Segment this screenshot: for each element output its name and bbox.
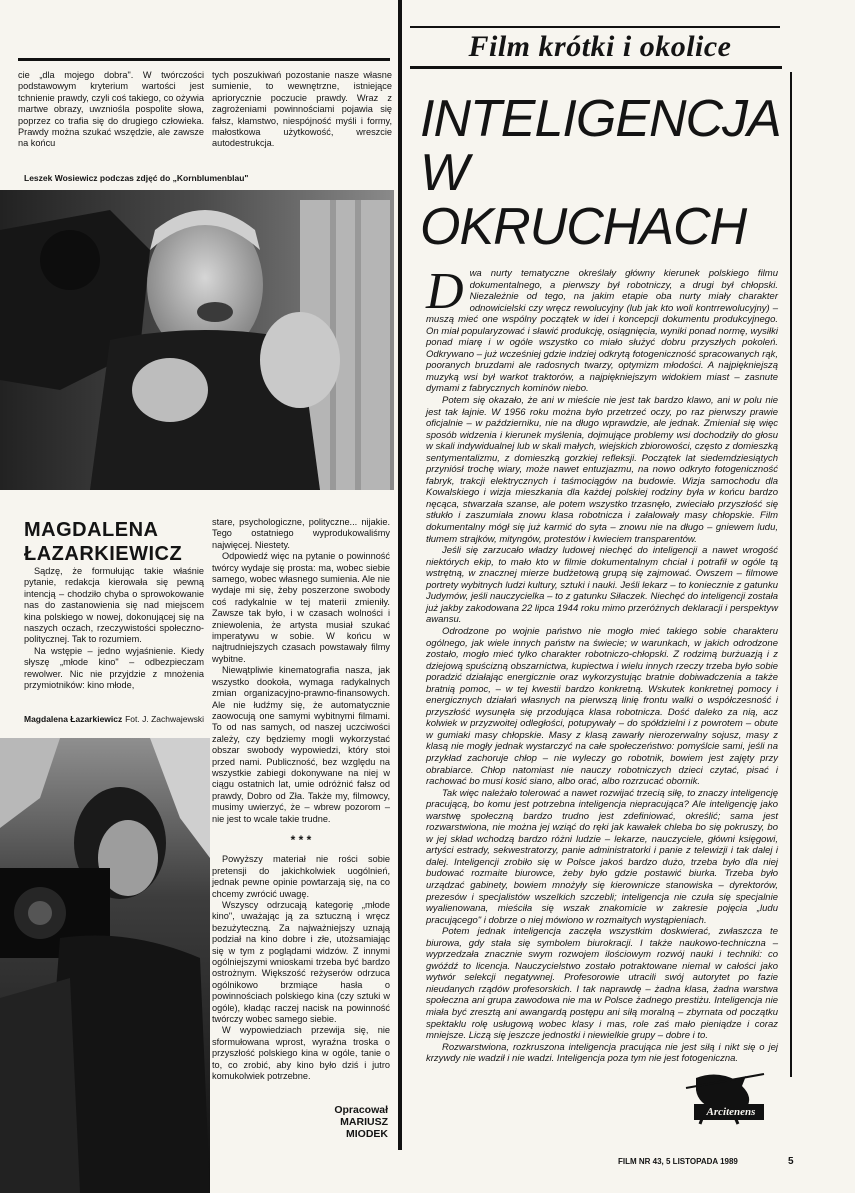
byline-last: MIODEK (346, 1128, 388, 1140)
interview-col2-p2: Odpowiedź więc na pytanie o powinność twórcy wydaje się prosta: ma, wobec siebie samego, wobec własnego sumienia. Ale nie wydaje mi się, żeby poszerzone swobody coś radykalnie w tej materii zmieniły. Zawsze tak było, i w czasach wolności i zniewolenia, że artysta musiał szukać imperatywu w sobie. W końcu w najtrudniejszych czasach powstawały filmy wybitne. (212, 551, 390, 664)
interview-col1-p2: Na wstępie – jedno wyjaśnienie. Kiedy słyszę „młode kino" – odbezpieczam rewolwer. Nic nie przyjdzie z mnożenia przymiotników: kino młode, (24, 645, 204, 691)
lead-paragraph-2: Potem się okazało, że ani w mieście nie jest tak bardzo klawo, ani w polu nie jest tak łajnie. W 1956 roku można było przetrzeć oczy, po raz pierwszy prawie oficjalnie – w październiku, nie na długo wprawdzie, ale jednak. Zmieniał się więc sposób widzenia i kierunek myślenia, dojmujące problemy wsi dochodziły do głosu w skali indywidualnej lub w skali małych, wiejskich zbiorowości, często z domieszką sentymentalizmu, z domieszką gorzkiej refleksji. Początek lat siedemdziesiątych przyniósł trochę wiary, może nawet entuzjazmu, na nowo odkryto fotogeniczność fabryk, trakcji elektrycznych i taśmociągów na budowie. Wizja samochodu dla Kowalskiego i wizja mieszkania dla każdej polskiej rodziny była w końcu bardzo nęcąca, stwarzała szanse, ale potem wszystko trzasnęło, zwieciało przyszłość się stłukło i zaszumiała znowu klasa robotnicza i załalowały masy chłopskie. Film dokumentalny mógł się już karmić do syta – znowu nie na długo – gniewem ludu, tłumem strajków, mityngów, protestów i kwieciem transparentów. (426, 395, 778, 545)
interview-col1-p1: Sądzę, że formułując takie właśnie pytanie, redakcja kierowała się pewną intencją – chodziło chyba o sprowokowanie nas do zastanowienia się nad miejscem kina polskiego w nowej, dokonującej się na naszych oczach, rzeczywistości społeczno-politycznej. Tak to rozumiem. (24, 566, 204, 645)
photo-leszek-wosiewicz (0, 190, 394, 490)
top-rule-right-lower (410, 66, 782, 69)
photo1-caption: Leszek Wosiewicz podczas zdjęć do „Kornblumenblau" (24, 173, 249, 183)
interview-col2-p1: stare, psychologiczne, polityczne... nijakie. Tego ostatniego wyprodukowaliśmy najwięcej. Niestety. (212, 517, 390, 550)
lead-paragraph-6: Potem jednak inteligencja zaczęła wszystkim doskwierać, zwłaszcza te biurowa, gdy stała się symbolem biurokracji. I także naukowo-techniczna – wyprzedzała znacznie swym rozwojem ilościowym rozwój nauki i techniki: co gwóźdź to licencja. Nauczycielstwo zostało potraktowane niemal w całości jako wytwór selekcji negatywnej. Profesorowie utracili swój autorytet po fazie nieudanych rządów profesorskich. I tak naprawdę – żadna klasa, żadna warstwa społeczna ani grupa zawodowa nie ma w Polsce żadnego prestiżu. Inteligencja nie miała być zresztą ani awangardą postępu ani siłą moralną – zbyrnata od początku spektaklu rolę usługową wobec klasy i mas, role zaś mało pieniądze i coraz mniejsze. Liczą się jeszcze jednostki i niewielkie grupy – dobre i to. (426, 926, 778, 1042)
author-last-name: ŁAZARKIEWICZ (24, 543, 183, 565)
page-number: 5 (788, 1156, 794, 1167)
byline-first: MARIUSZ (340, 1116, 388, 1128)
headline-line1: INTELIGENCJA (420, 90, 781, 148)
dropcap: D (426, 263, 464, 320)
lead-article (426, 263, 778, 1065)
column-divider-main (398, 0, 402, 1150)
section-title: Film krótki i okolice (468, 30, 732, 63)
section-stars: * * * (290, 832, 312, 847)
logo-text: Arcitenens (706, 1106, 756, 1118)
lead-paragraph-4: Odrodzone po wojnie państwo nie mogło mieć takiego sobie charakteru ogólnego, jak wiele innych państw na świecie; w warunkach, w jakich odrodzone zostało, mogło mieć tylko charakter robotniczo-chłopski. Z rodzimą burżuazją i z dziejową spuścizną obszarnictwa, kupiectwa i wielu innych rzeczy trzeba było sobie poradzić działając energicznie oraz wykorzystując bratnie dobiwadczenia a także bratnią pomoc, – w tej kwestii bardzo konkretną. Wskutek konkretnej pomocy i energicznych działań własnych na pierwszą linię frontu walki o współczesność i przyszłość wysunęła się przodująca klasa robotnicza. Dość daleko za nią, acz kolwiek w przyzwoitej odległości, potupywały – do spółdzielni i z powrotem – obute w gumiaki masy chłopskie. Masy z klasą zawarły nierozerwalny sojusz, masy z klasą nie mogły jednak wystarczyć na całe społeczeństwo: pomyślcie sami, jeśli na przykład zachoruje chłop – nie wyleczy go robotnik, bowiem jest zajęty przy obrabiarce. Chłop natomiast nie nauczy robotniczych dzieci czytać, pisać i rachować bo musi kosić siano, albo orać, albo rozrzucać obornik. (426, 625, 778, 788)
photo2-caption-name: Magdalena Łazarkiewicz (24, 714, 123, 724)
lead-paragraph-1: Dwa nurty tematyczne określały główny kierunek polskiego filmu dokumentalnego, a pierwszy był robotniczy, a drugi był chłopski. Niezależnie od tego, na jakim etapie oba nurty miały charakter odnowicielski czy wręcz rewolucyjny (lub jak kto woli kontrrewolucyjny) – muszą mieć one wspólny początek w idei i koncepcji dokumentu produkcyjnego. On miał popularyzować i sławić produkcję, osiągnięcia, wyniki ponad normę, wysiłki ponad miarę i w ogóle wszystko co miało służyć dobru przyszłych pokoleń. Odkrywano – już wcześniej gdzie indziej odkrytą fotogeniczność spracowanych rąk, pooranych bruzdami ale radosnych twarzy, optymizm młodości. A najpiękniejszą muzyką wsi był warkot traktorów, a najpiękniejszym widokiem miast – zasnute dymami z fabrycznych kominów niebo. (426, 263, 778, 395)
lead-paragraph-5: Tak więc należało tolerować a nawet rozwijać trzecią siłę, to znaczy inteligencję pracującą, bo komu jest potrzebna inteligencja niepracująca? Ale inteligencję jako warstwę społeczną bardzo trudno jest zdefiniować, określić; sama jest rozwarstwiona, nie można jej wziąć do ręki jak kawałek chleba bo się pokruszy, bo w jej skład wchodzą bardzo różni ludzie – lekarze, nauczyciele, główni księgowi, artyści estrady, sekwestratorzy, panie administratorki i panie z telewizji i tak dalej i dalej. Inteligencji zrobiło się w Polsce jakoś bardzo dużo, trzeba było dla niej budować rozmaite biurowce, żeby było gdzie postawić biurka. Trzeba było urządzać gabinety, bowiem mnożyły się kierownicze stanowiska – dyrektorów, prezesów i specjalistów wszelkich szczebli; inteligencja nie czuła się specjalnie wyalienowana, mieściła się wszak znakomicie w zakresie pojęcia „ludu pracującego" i dobrze o niej mówiono w rozmaitych wystąpieniach. (426, 787, 778, 926)
headline-line2: W OKRUCHACH (420, 144, 747, 256)
interview-col2 (212, 517, 390, 1083)
lead-paragraph-7: Rozwarstwiona, rozkruszona inteligencja pracująca nie jest siłą i nikt się o jej krzywdy nie wadził i nie wadzi. Inteligencja poza tym nie jest fotogeniczna. (426, 1041, 778, 1065)
author-name-heading (24, 518, 204, 566)
intro-col2: tych poszukiwań pozostanie nasze własne sumienie, to wewnętrzne, istniejące apriorycznie poczucie prawdy. Wraz z zagrożeniami powinnościami pojawia się fałsz, kłamstwo, niespójność myśli i formy, małostkowa użytkowość, wreszcie autodestrukcja. (212, 70, 392, 149)
top-rule-left (18, 58, 390, 61)
interview-col2-after-p1: Powyższy materiał nie rości sobie pretensji do jakichkolwiek uogólnień, jednak pewne opinie powtarzają się, na co chcemy zwrócić uwagę. (212, 854, 390, 899)
interview-col2-after-p3: W wypowiedziach przewija się, nie sformułowana wprost, wyraźna troska o przyszłość polskiego kina w ogóle, tanie o to, co zrobić, aby kino było dziś i jutro komukolwiek potrzebne. (212, 1025, 390, 1082)
byline-label: Opracował (334, 1104, 388, 1116)
photo2-caption-credit: Fot. J. Zachwajewski (125, 714, 204, 724)
headline (420, 92, 790, 254)
byline (300, 1104, 388, 1140)
interview-col2-p3: Niewątpliwie kinematografia nasza, jak wszystko dookoła, wymaga radykalnych zmian organizacyjno-prawno-finansowych. Ale nie łudźmy się, że automatycznie zaowocują one samymi wybitnymi filmami. To od nas samych, od naszej uczciwości zależy, czy będziemy mogli wykorzystać obszar swobody wypowiedzi, który stoi przed nami. Publiczność, bez względu na wszystkie zabiegi dokonywane na niej w ciągu ostatnich lat, umie odróżnić fałsz od prawdy, Dobro od Zła. Także my, filmowcy, musimy uwierzyć, że – wbrew pozorom – nie jest to wcale takie trudne. (212, 665, 390, 824)
intro-col1: cie „dla mojego dobra". W twórczości podstawowym kryterium wartości jest tchnienie prawdy, czyli coś takiego, co ożywia martwe obrazy, uwzniośla pospolite słowa, poprzez co trafia się do drugiego człowieka. Prawdy można szukać wszędzie, ale zawsze na końcu (18, 70, 204, 149)
photo-magdalena-lazarkiewicz (0, 738, 210, 1193)
top-rule-right-upper (410, 26, 780, 28)
lead-paragraph-3: Jeśli się zarzucało władzy ludowej niechęć do inteligencji a nawet wrogość niektórych ekip, to mało kto w filmie dokumentalnym chciał i potrafił w ogóle tą wstrętną, w znacznej mierze budżetową grupą się zajmować. Owszem – filmowe portrety wybitnych ludzi kultury, sztuki i nauki. Jeśli lekarz – to koniecznie z gatunku Judymów, jeśli nauczycielka – to z gatunku Siłaczek. Niechęć do inteligencji została już jakby zakodowana 22 lipca 1944 roku mimo przeróżnych deklaracji i perspektyw awansu. (426, 545, 778, 626)
footer-issue: FILM NR 43, 5 LISTOPADA 1989 (618, 1157, 738, 1166)
author-first-name: MAGDALENA (24, 519, 159, 541)
arcitenens-logo (676, 1068, 776, 1130)
interview-col2-after-p2: Wszyscy odrzucają kategorię „młode kino", uważając ją za sztuczną i wręcz bezużyteczną. Za najważniejszy uznają podział na kino dobre i złe, utożsamiając się w tym z poglądami widzów. Z innymi ogólniejszymi wnioskami trzeba być bardzo ostrożnym. Większość reżyserów odrzuca ogólnikowo brzmiące hasła o powinnościach polskiego kina (czy sztuki w ogóle), kładąc raczej nacisk na powinność twórczy wobec samego siebie. (212, 900, 390, 1025)
interview-col1 (24, 566, 204, 691)
right-edge-rule (790, 72, 792, 1077)
